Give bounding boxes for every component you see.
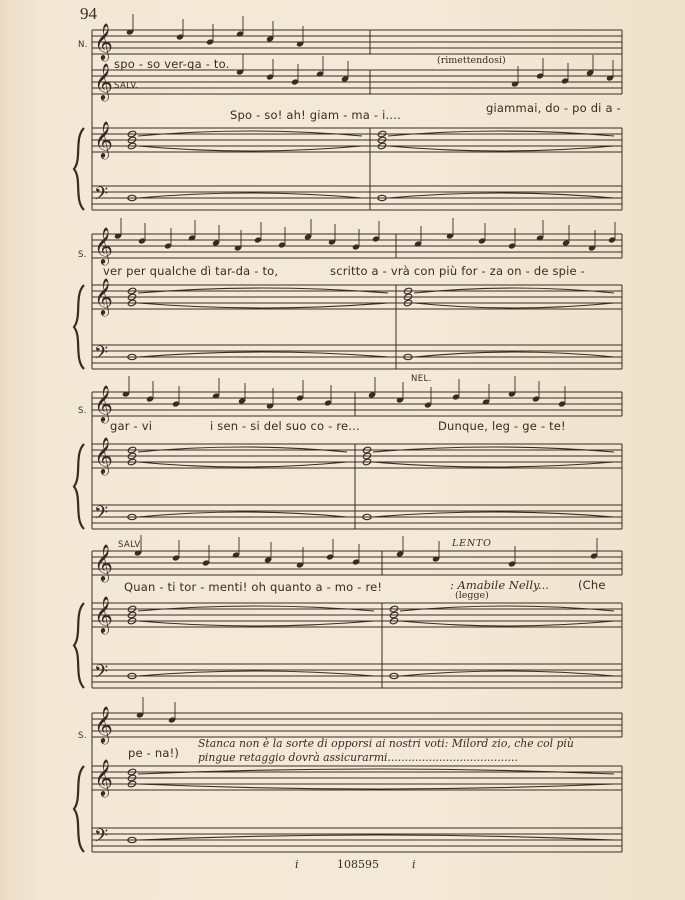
lyric-line: ver per qualche dì tar-da - to,: [103, 264, 279, 278]
lyric-line: pe - na!): [128, 746, 180, 760]
tie: [400, 671, 614, 676]
tie: [138, 835, 614, 840]
tie: [138, 303, 388, 308]
spoken-text: : Amabile Nelly...: [450, 578, 549, 592]
lyric-line: i sen - si del suo co - re...: [210, 419, 360, 433]
tie: [373, 462, 614, 467]
lyric-line: Dunque, leg - ge - te!: [438, 419, 566, 433]
lyric-line: Spo - so! ah! giam - ma - i....: [230, 108, 401, 122]
piano-brace: [74, 128, 84, 210]
tie: [138, 512, 347, 517]
voice-label-salv: SALV.: [114, 81, 139, 91]
spoken-text: Stanca non è la sorte di opporsi ai nostri voti: Milord zio, che col più: [198, 737, 574, 750]
piano-brace: [74, 285, 84, 369]
treble-clef: 𝄞: [94, 384, 113, 422]
voice-label-n: N.: [78, 40, 88, 50]
treble-clef: 𝄞: [94, 595, 113, 633]
lyric-line: spo - so ver-ga - to.: [114, 57, 230, 71]
voice-label-nel: NEL.: [411, 374, 432, 384]
tie: [414, 352, 614, 357]
stage-direction: (legge): [455, 590, 489, 601]
page-number: 94: [80, 4, 97, 23]
bass-clef: 𝄢: [94, 826, 109, 851]
tempo-marking: LENTO: [452, 538, 492, 549]
voice-label-salv: SALV.: [118, 540, 143, 550]
tie: [138, 193, 362, 198]
tie: [138, 288, 388, 293]
spoken-text: pingue retaggio dovrà assicurarmi......................................: [198, 751, 518, 764]
bass-clef: 𝄢: [94, 503, 109, 528]
treble-clef: 𝄞: [94, 705, 113, 743]
piano-brace: [74, 603, 84, 688]
plate-number: 108595: [337, 858, 379, 871]
tie: [400, 621, 614, 626]
treble-clef: 𝄞: [94, 22, 113, 60]
lyric-line: (Che: [578, 578, 606, 592]
treble-clef: 𝄞: [94, 543, 113, 581]
lyric-line: Quan - ti tor - menti! oh quanto a - mo - re!: [124, 580, 383, 594]
voice-label-s: S.: [78, 731, 87, 741]
bass-clef: 𝄢: [94, 184, 109, 209]
footer-mark-left: i: [295, 858, 299, 871]
tie: [138, 784, 614, 789]
tie: [138, 146, 362, 151]
tie: [373, 447, 614, 452]
tie: [138, 131, 362, 136]
tie: [373, 512, 614, 517]
tie: [388, 193, 614, 198]
tie: [400, 606, 614, 611]
tie: [138, 606, 374, 611]
tie: [414, 288, 614, 293]
lyric-line: gar - vi: [110, 419, 153, 433]
tie: [388, 146, 614, 151]
tie: [388, 131, 614, 136]
footer-mark-right: i: [412, 858, 416, 871]
voice-label-s: S.: [78, 406, 87, 416]
tie: [138, 447, 347, 452]
tie: [138, 671, 374, 676]
treble-clef: 𝄞: [94, 758, 113, 796]
bass-clef: 𝄢: [94, 662, 109, 687]
tie: [414, 303, 614, 308]
treble-clef: 𝄞: [94, 120, 113, 158]
lyric-line: giammai, do - po di a -: [486, 101, 621, 115]
treble-clef: 𝄞: [94, 62, 113, 100]
voice-label-s: S.: [78, 250, 87, 260]
tie: [138, 462, 347, 467]
treble-clef: 𝄞: [94, 277, 113, 315]
tie: [138, 352, 388, 357]
piano-brace: [74, 444, 84, 529]
bass-clef: 𝄢: [94, 343, 109, 368]
treble-clef: 𝄞: [94, 436, 113, 474]
treble-clef: 𝄞: [94, 226, 113, 264]
tie: [138, 621, 374, 626]
stage-direction: (rimettendosi): [437, 55, 506, 66]
piano-brace: [74, 766, 84, 852]
lyric-line: scritto a - vrà con più for - za on - de spie -: [330, 264, 586, 278]
tie: [138, 769, 614, 774]
